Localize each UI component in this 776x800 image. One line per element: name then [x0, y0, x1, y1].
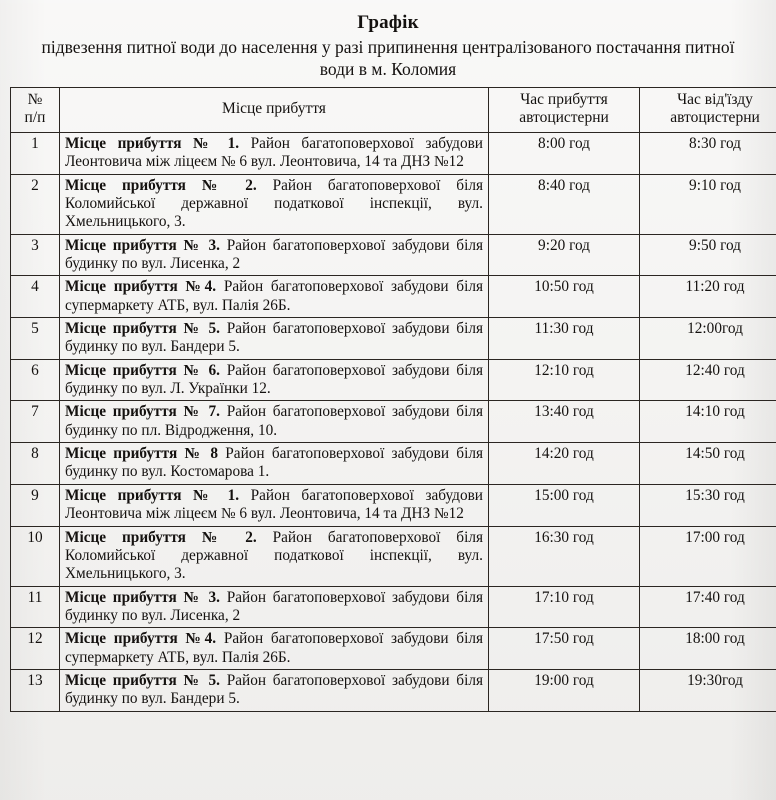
row-place-lead: Місце прибуття № 5.	[65, 320, 220, 338]
table-row	[11, 359, 776, 401]
table-row	[11, 174, 776, 234]
table-row	[11, 234, 776, 276]
row-place	[60, 174, 489, 234]
header-row	[11, 87, 776, 132]
row-number: 9	[11, 484, 60, 526]
row-number: 1	[11, 132, 60, 174]
row-place	[60, 484, 489, 526]
table-row	[11, 401, 776, 443]
table-body	[11, 132, 776, 711]
row-departure-time: 11:20 год	[640, 276, 776, 318]
row-place-lead: Місце прибуття № 1.	[65, 486, 240, 504]
row-place-lead: Місце прибуття № 6.	[65, 361, 220, 379]
table-row	[11, 276, 776, 318]
row-place-text: Район багатоповерхової забудови біля будинку по пл. Відродження, 10.	[65, 403, 483, 439]
row-place	[60, 586, 489, 628]
row-number: 3	[11, 234, 60, 276]
row-place-text: Район багатоповерхової забудови біля будинку по вул. Бандери 5.	[65, 671, 483, 708]
table-header	[11, 87, 776, 132]
row-departure-time: 19:30год	[640, 669, 776, 711]
row-place-text: Район багатоповерхової біля Коломийської державної податкової інспекції, вул. Хмельницького, 3.	[65, 528, 483, 583]
row-place	[60, 359, 489, 401]
row-place	[60, 669, 489, 711]
column-header-arrival-line1: Час прибуття	[520, 90, 608, 108]
row-departure-time: 9:50 год	[640, 234, 776, 276]
table-row	[11, 318, 776, 360]
row-departure-time: 12:40 год	[640, 359, 776, 401]
row-departure-time: 15:30 год	[640, 484, 776, 526]
row-place-lead: Місце прибуття № 2.	[65, 528, 257, 546]
row-place	[60, 401, 489, 443]
row-departure-time: 14:50 год	[640, 443, 776, 485]
row-number: 7	[11, 401, 60, 443]
table-row	[11, 669, 776, 711]
row-place-lead: Місце прибуття № 5.	[65, 671, 220, 689]
row-place-text: Район багатоповерхової забудови Леонтовича між ліцеєм № 6 вул. Леонтовича, 14 та ДНЗ №12	[65, 486, 483, 523]
row-arrival-time: 12:10 год	[489, 359, 640, 401]
row-place-lead: Місце прибуття № 8	[65, 445, 219, 463]
row-arrival-time: 8:40 год	[489, 174, 640, 234]
row-arrival-time: 14:20 год	[489, 443, 640, 485]
row-number: 13	[11, 669, 60, 711]
row-place	[60, 234, 489, 276]
column-header-number	[11, 87, 60, 132]
row-arrival-time: 16:30 год	[489, 526, 640, 586]
row-arrival-time: 8:00 год	[489, 132, 640, 174]
column-header-number-line1: №	[27, 90, 43, 108]
row-arrival-time: 11:30 год	[489, 318, 640, 360]
row-place-text: Район багатоповерхової біля Коломийської державної податкової інспекції, вул. Хмельницького, 3.	[65, 176, 483, 231]
row-place-lead: Місце прибуття № 3.	[65, 236, 220, 254]
page-title: Графік	[357, 12, 419, 33]
row-arrival-time: 9:20 год	[489, 234, 640, 276]
row-place-text: Район багатоповерхової забудови біля будинку по вул. Л. Українки 12.	[65, 361, 483, 398]
row-place-text: Район багатоповерхової забудови біля супермаркету АТБ, вул. Палія 26Б.	[65, 278, 483, 314]
row-departure-time: 14:10 год	[640, 401, 776, 443]
table-row	[11, 526, 776, 586]
row-arrival-time: 17:10 год	[489, 586, 640, 628]
row-place-lead: Місце прибуття № 3.	[65, 588, 220, 606]
column-header-arrival-time	[489, 87, 640, 132]
row-place-lead: Місце прибуття № 7.	[65, 403, 220, 421]
row-place-text: Район багатоповерхової забудови біля будинку по вул. Лисенка, 2	[65, 588, 483, 624]
column-header-arrival-line2: автоцистерни	[519, 109, 609, 127]
row-place-text: Район багатоповерхової забудови біля будинку по вул. Лисенка, 2	[65, 236, 483, 273]
row-place-text: Район багатоповерхової забудови біля супермаркету АТБ, вул. Палія 26Б.	[65, 630, 483, 666]
row-place	[60, 443, 489, 485]
table-row	[11, 443, 776, 485]
column-header-departure-line2: автоцистерни	[670, 109, 760, 127]
row-place	[60, 318, 489, 360]
column-header-number-line2: п/п	[24, 109, 46, 127]
table-row	[11, 586, 776, 628]
row-departure-time: 17:00 год	[640, 526, 776, 586]
row-place-lead: Місце прибуття №4.	[65, 630, 217, 648]
row-number: 8	[11, 443, 60, 485]
row-place-lead: Місце прибуття №4.	[65, 278, 217, 296]
row-arrival-time: 17:50 год	[489, 628, 640, 670]
row-place-text: Район багатоповерхової забудови Леонтовича між ліцеєм № 6 вул. Леонтовича, 14 та ДНЗ №12	[65, 134, 483, 171]
row-number: 11	[11, 586, 60, 628]
row-departure-time: 18:00 год	[640, 628, 776, 670]
row-arrival-time: 15:00 год	[489, 484, 640, 526]
row-place	[60, 526, 489, 586]
row-place	[60, 628, 489, 670]
column-header-departure-time	[640, 87, 776, 132]
row-arrival-time: 13:40 год	[489, 401, 640, 443]
row-arrival-time: 10:50 год	[489, 276, 640, 318]
table-row	[11, 484, 776, 526]
table-row	[11, 132, 776, 174]
column-header-departure-line1: Час від'їзду	[677, 90, 753, 108]
row-number: 5	[11, 318, 60, 360]
row-number: 6	[11, 359, 60, 401]
schedule-table	[10, 87, 776, 712]
column-header-place: Місце прибуття	[60, 87, 489, 132]
row-number: 2	[11, 174, 60, 234]
table-row	[11, 628, 776, 670]
row-arrival-time: 19:00 год	[489, 669, 640, 711]
row-place-text: Район багатоповерхової забудови біля будинку по вул. Костомарова 1.	[65, 445, 483, 481]
row-place-text: Район багатоповерхової забудови біля будинку по вул. Бандери 5.	[65, 320, 483, 356]
row-place	[60, 276, 489, 318]
row-departure-time: 17:40 год	[640, 586, 776, 628]
row-number: 4	[11, 276, 60, 318]
page-subtitle: підвезення питної води до населення у разі припинення централізованого постачання питної води в м. Коломия	[41, 37, 735, 80]
row-departure-time: 12:00год	[640, 318, 776, 360]
row-place	[60, 132, 489, 174]
row-place-lead: Місце прибуття № 2.	[65, 176, 257, 194]
row-number: 10	[11, 526, 60, 586]
row-number: 12	[11, 628, 60, 670]
row-place-lead: Місце прибуття № 1.	[65, 134, 240, 152]
row-departure-time: 8:30 год	[640, 132, 776, 174]
row-departure-time: 9:10 год	[640, 174, 776, 234]
